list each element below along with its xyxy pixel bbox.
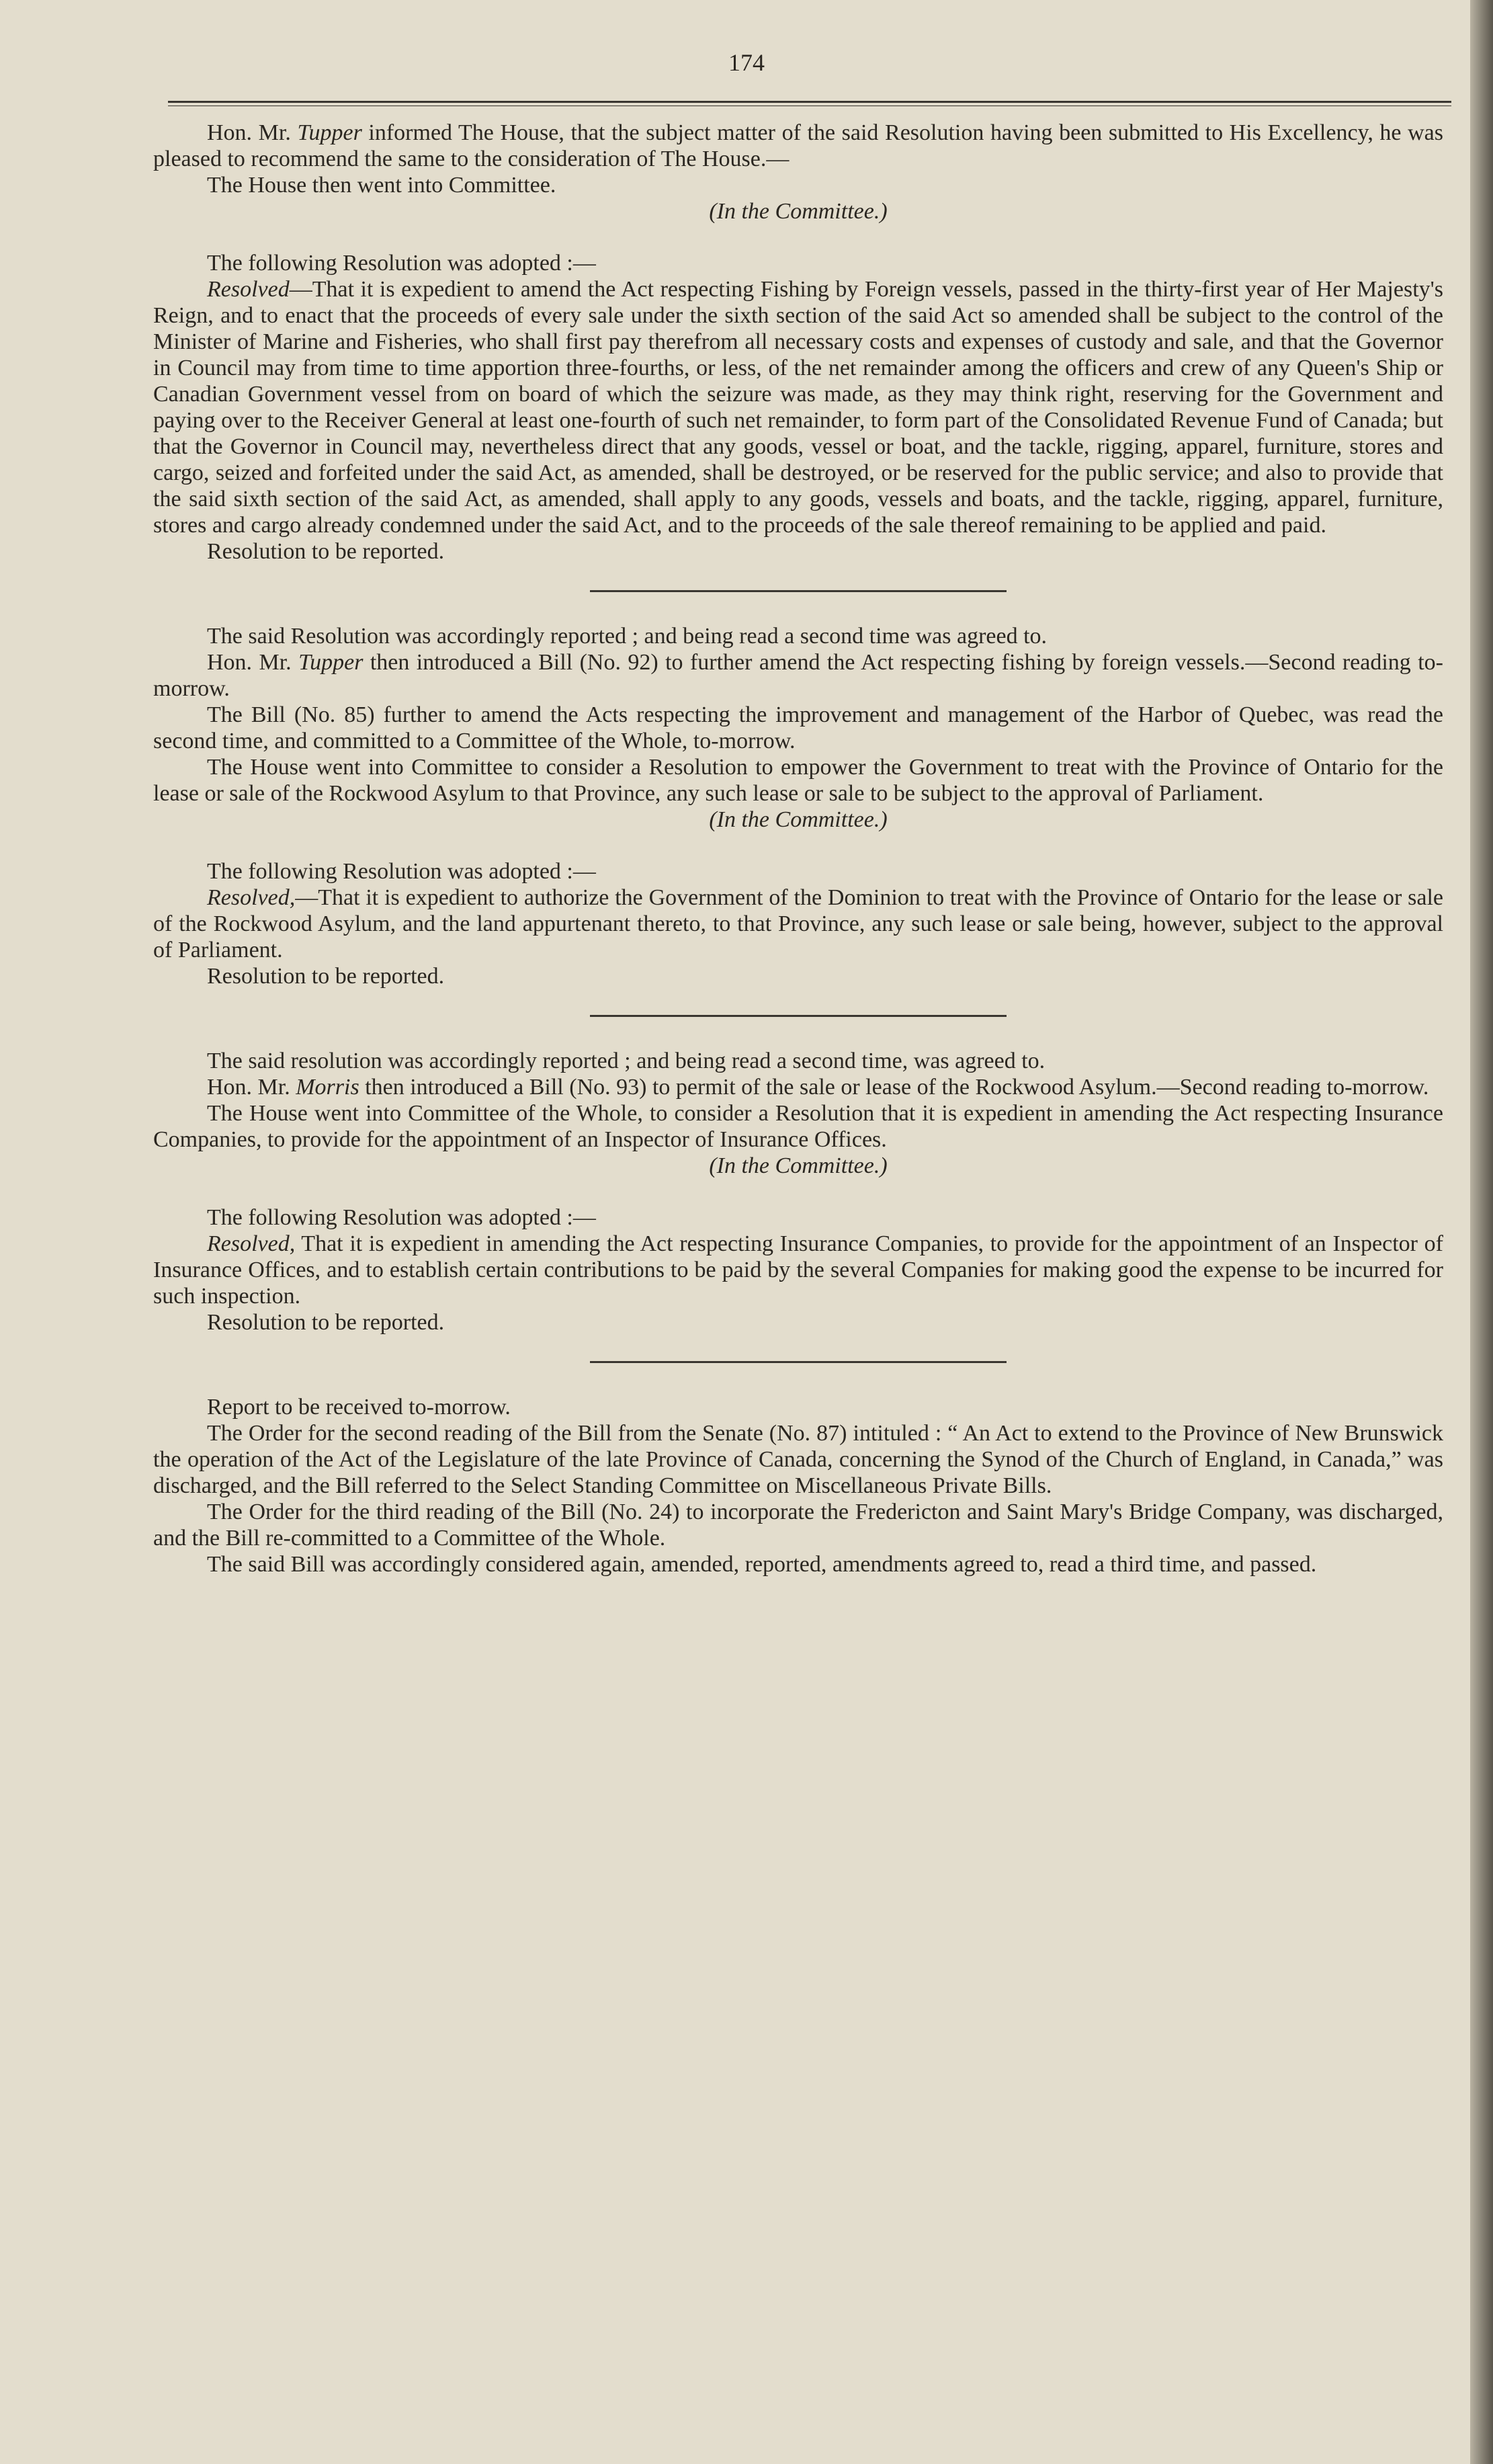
text-segment: then introduced a Bill (No. 92) to further amend the Act respecting fishing by foreign vessels.—Second reading to-morrow. (153, 650, 1443, 701)
paragraph-insurance-committee: The House went into Committee of the Whole, to consider a Resolution that it is expedient in amending the Act respecting Insurance Companies, to provide for the appointment of an Inspector of Insurance Offices. (153, 1101, 1443, 1152)
paragraph-tupper-informed (153, 120, 1443, 172)
text-segment: Hon. Mr. (207, 120, 298, 145)
resolved-label: Resolved (207, 277, 290, 302)
section-divider (590, 590, 1007, 592)
paragraph-bill-93 (153, 1074, 1443, 1100)
committee-heading: (In the Committee.) (709, 807, 888, 832)
member-name: Tupper (298, 650, 364, 675)
paragraph-resolved-rockwood (153, 885, 1443, 963)
section-divider (590, 1015, 1007, 1017)
paragraph-bill-24: The Order for the third reading of the Bill (No. 24) to incorporate the Fredericton and Saint Mary's Bridge Company, was discharged, and the Bill re-committed to a Committee of the Whole. (153, 1500, 1443, 1551)
paragraph-bill-87: The Order for the second reading of the Bill from the Senate (No. 87) intituled : “ An Act to extend to the Province of New Brunswick the operation of the Act of the Legislature of the late Province of Canada, concerning the Synod of the Church of England, in Canada,” was discharged, and the Bill referred to the Select Standing Committee on Miscellaneous Private Bills. (153, 1421, 1443, 1498)
resolved-label: Resolved, (207, 1231, 296, 1256)
paragraph-house-committee: The House then went into Committee. (207, 173, 556, 198)
member-name: Tupper (297, 120, 362, 145)
section-divider (590, 1361, 1007, 1363)
paragraph-resolution-reported: Resolution to be reported. (207, 539, 445, 564)
paragraph-resolution-reported: Resolution to be reported. (207, 1310, 445, 1335)
resolved-label: Resolved, (207, 885, 296, 910)
paragraph-resolved-insurance (153, 1231, 1443, 1309)
paragraph-resolution-adopted: The following Resolution was adopted :— (207, 1205, 596, 1230)
page-number: 174 (728, 49, 765, 76)
text-segment: Hon. Mr. (207, 650, 299, 675)
member-name: Morris (296, 1075, 359, 1100)
paragraph-rockwood-committee: The House went into Committee to consider a Resolution to empower the Government to treat with the Province of Ontario for the lease or sale of the Rockwood Asylum to that Province, any such lease or sale to be subject to the approval of Parliament. (153, 755, 1443, 806)
committee-heading: (In the Committee.) (709, 1153, 888, 1178)
header-rule (168, 101, 1451, 106)
text-segment: That it is expedient in amending the Act respecting Insurance Companies, to provide for the appointment of an Inspector of Insurance Offices, and to establish certain contributions to be paid by the several Companies for making good the expense to be incurred for such inspection. (153, 1231, 1443, 1309)
text-segment: —That it is expedient to authorize the Government of the Dominion to treat with the Province of Ontario for the lease or sale of the Rockwood Asylum, and the land appurtenant thereto, to that Province, any such lease or sale being, however, subject to the approval of Parliament. (153, 885, 1443, 962)
paragraph-resolution-agreed: The said Resolution was accordingly reported ; and being read a second time was agreed to. (207, 624, 1048, 649)
paragraph-bill-85: The Bill (No. 85) further to amend the Acts respecting the improvement and management of the Harbor of Quebec, was read the second time, and committed to a Committee of the Whole, to-morrow. (153, 702, 1443, 753)
page-binding-edge (1470, 0, 1493, 2464)
journal-content (153, 120, 1443, 1577)
paragraph-bill-92 (153, 649, 1443, 702)
text-segment: informed The House, that the subject matter of the said Resolution having been submitted to His Excellency, he was pleased to recommend the same to the consideration of The House.— (153, 120, 1444, 171)
paragraph-resolution-reported: Resolution to be reported. (207, 964, 445, 989)
paragraph-report-tomorrow: Report to be received to-morrow. (207, 1395, 511, 1420)
paragraph-resolution-agreed: The said resolution was accordingly reported ; and being read a second time, was agreed to. (207, 1049, 1046, 1073)
text-segment: then introduced a Bill (No. 93) to permit of the sale or lease of the Rockwood Asylum.—Second reading to-morrow. (359, 1075, 1429, 1100)
paragraph-bill-24-passed: The said Bill was accordingly considered again, amended, reported, amendments agreed to, read a third time, and passed. (207, 1552, 1317, 1577)
paragraph-resolution-adopted: The following Resolution was adopted :— (207, 251, 596, 276)
paragraph-resolved-fishing (153, 276, 1443, 538)
text-segment: Hon. Mr. (207, 1075, 296, 1100)
committee-heading: (In the Committee.) (709, 199, 888, 224)
text-segment: —That it is expedient to amend the Act respecting Fishing by Foreign vessels, passed in the thirty-first year of Her Majesty's Reign, and to enact that the proceeds of every sale under the sixth section of the said Act so amended shall be subject to the control of the Minister of Marine and Fisheries, who shall first pay therefrom all necessary costs and expenses of custody and sale, and that the Governor in Council may from time to time apportion three-fourths, or less, of the net remainder among the officers and crew of any Queen's Ship or Canadian Government vessel from on board of which the seizure was made, as they may think right, reserving for the Government and paying over to the Receiver General at least one-fourth of such net remainder, to form part of the Consolidated Revenue Fund of Canada; but that the Governor in Council may, nevertheless direct that any goods, vessel or boat, and the tackle, rigging, apparel, furniture, stores and cargo, seized and forfeited under the said Act, as amended, shall be destroyed, or be reserved for the public service; and also to provide that the said sixth section of the said Act, as amended, shall apply to any goods, vessels and boats, and the tackle, rigging, apparel, furniture, stores and cargo already condemned under the said Act, and to the proceeds of the sale thereof remaining to be applied and paid. (153, 277, 1443, 538)
paragraph-resolution-adopted: The following Resolution was adopted :— (207, 859, 596, 884)
